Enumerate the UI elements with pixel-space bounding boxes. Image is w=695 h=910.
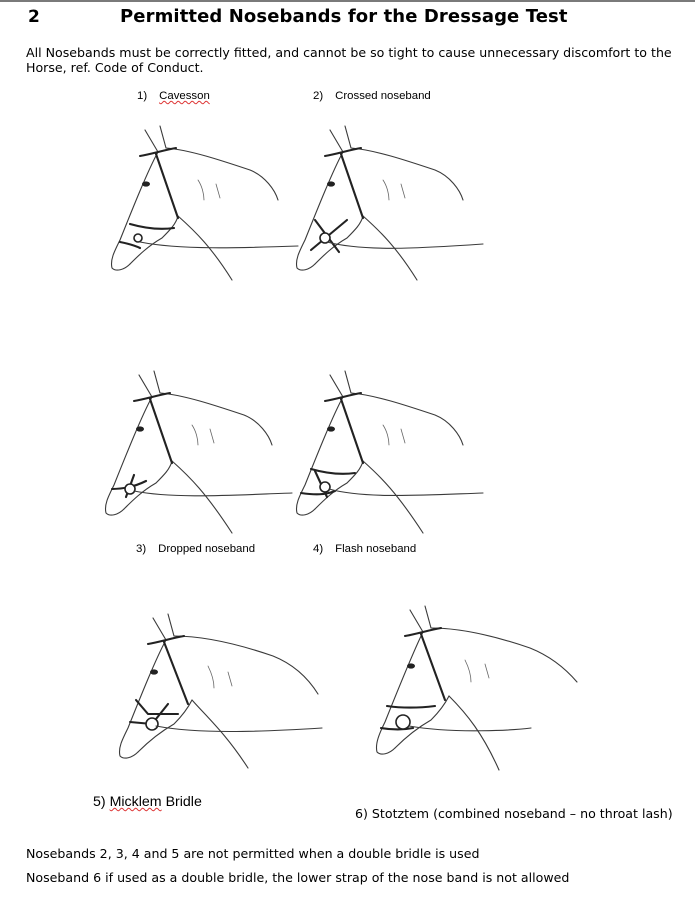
eye-icon (407, 663, 415, 668)
caption-2 (313, 90, 431, 102)
eye-icon (136, 426, 144, 431)
bit-ring-icon (146, 718, 158, 730)
note-1: Nosebands 2, 3, 4 and 5 are not permitted when a double bridle is used (26, 846, 480, 861)
caption-5-word2: Bridle (165, 794, 202, 810)
bit-ring-icon (125, 484, 135, 494)
caption-3-label: Dropped noseband (158, 543, 256, 555)
caption-4 (313, 543, 416, 555)
horse-cavesson-illustration (100, 120, 300, 290)
horse-flash-illustration (285, 365, 485, 535)
section-number: 2 (28, 7, 40, 27)
eye-icon (327, 426, 335, 431)
eye-icon (150, 669, 158, 674)
caption-1 (137, 90, 210, 102)
bit-ring-icon (134, 234, 142, 242)
caption-5-word1: Micklem (109, 794, 162, 810)
top-rule (0, 0, 695, 2)
note-2: Noseband 6 if used as a double bridle, the lower strap of the nose band is not allowed (26, 870, 570, 885)
horse-stotztem-illustration (365, 602, 585, 777)
caption-1-number: 1) (137, 90, 148, 102)
page-title: Permitted Nosebands for the Dressage Test (120, 6, 568, 27)
bit-ring-icon (320, 482, 330, 492)
bit-ring-icon (320, 233, 330, 243)
horse-micklem-illustration (108, 608, 323, 778)
caption-3 (136, 543, 255, 555)
caption-4-number: 4) (313, 543, 324, 555)
caption-5-number: 5) (93, 794, 106, 810)
horse-dropped-illustration (94, 365, 294, 535)
caption-4-label: Flash noseband (335, 543, 417, 555)
eye-icon (142, 181, 150, 186)
horse-crossed-illustration (285, 120, 485, 290)
caption-5 (93, 794, 202, 810)
caption-3-number: 3) (136, 543, 147, 555)
caption-2-number: 2) (313, 90, 324, 102)
bit-ring-icon (396, 715, 410, 729)
intro-paragraph: All Nosebands must be correctly fitted, and cannot be so tight to cause unnecessary discomfort to the Horse, ref. Code of Conduct. (26, 45, 672, 75)
eye-icon (327, 181, 335, 186)
caption-2-label: Crossed noseband (335, 90, 431, 102)
caption-1-label: Cavesson (159, 90, 210, 102)
caption-6: 6) Stotztem (combined noseband – no throat lash) (355, 806, 673, 821)
